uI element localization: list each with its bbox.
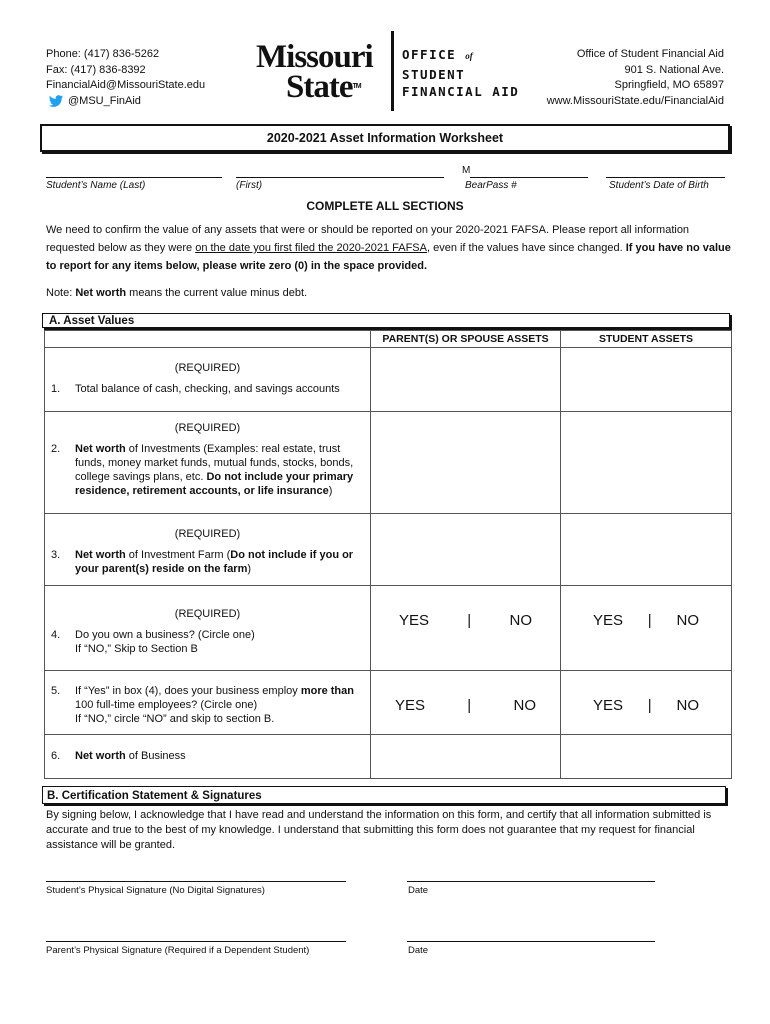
parent-business-yes-no[interactable] xyxy=(371,612,560,629)
section-a-header: A. Asset Values xyxy=(42,313,730,328)
office-line-3: FINANCIAL AID xyxy=(402,84,520,99)
intro-text-1: We need to confirm the value of any assets that were or should be reported on your 2020-2021 FAFSA. Please report all information requested below as they were xyxy=(46,224,690,254)
required-label: (REQUIRED) xyxy=(174,528,241,540)
last-name-field[interactable] xyxy=(46,177,222,178)
parent-employees-yes-no[interactable] xyxy=(371,697,560,714)
item-text: of Investments (Examples: real estate, trust funds, money market funds, mutual funds, stocks, bonds, college savings plans, etc. xyxy=(75,443,354,483)
parent-business-networth-input[interactable] xyxy=(371,735,561,779)
last-name-label: Student’s Name (Last) xyxy=(46,180,146,191)
yes-option[interactable]: YES xyxy=(399,612,430,629)
email-link[interactable]: FinancialAid@MissouriState.edu xyxy=(46,79,206,91)
yes-option[interactable]: YES xyxy=(593,697,624,714)
table-row xyxy=(45,735,732,779)
website-link[interactable]: www.MissouriState.edu/FinancialAid xyxy=(546,94,724,107)
contact-block xyxy=(46,47,205,109)
separator: | xyxy=(647,612,652,629)
parent-date-label: Date xyxy=(408,945,429,956)
bearpass-prefix: M xyxy=(462,165,471,176)
item-text: of Business xyxy=(125,750,186,762)
office-line-2: STUDENT xyxy=(402,66,466,82)
parent-date-line[interactable] xyxy=(407,941,655,942)
fax-text: Fax: (417) 836-8392 xyxy=(46,63,146,76)
office-wordmark xyxy=(402,46,519,101)
item-num: 1. xyxy=(51,383,61,395)
student-date-label: Date xyxy=(408,885,429,896)
no-option[interactable]: NO xyxy=(676,697,699,714)
page-title: 2020-2021 Asset Information Worksheet xyxy=(40,124,730,152)
yes-option[interactable]: YES xyxy=(593,612,624,629)
office-of: of xyxy=(465,51,473,61)
item-text: Total balance of cash, checking, and savings accounts xyxy=(75,383,340,395)
table-row xyxy=(45,671,732,735)
intro-text-2: , even if the values have since changed. xyxy=(426,242,626,254)
intro-bold: If you have no value to report for any items below, please write zero (0) in the space provided. xyxy=(46,242,731,272)
parent-cash-input[interactable] xyxy=(371,348,561,412)
table-row xyxy=(45,412,732,514)
item-text: If “Yes” in box (4), does your business employ xyxy=(75,685,301,697)
item-text: ) xyxy=(247,563,252,575)
note xyxy=(46,287,307,299)
note-rest: means the current value minus debt. xyxy=(126,287,308,299)
item-text: 100 full-time employees? (Circle one) xyxy=(75,699,258,711)
parent-farm-input[interactable] xyxy=(371,514,561,586)
parent-investments-input[interactable] xyxy=(371,412,561,514)
header-divider xyxy=(391,31,394,111)
twitter-bird-icon xyxy=(48,95,64,108)
separator: | xyxy=(467,697,472,714)
required-label: (REQUIRED) xyxy=(174,422,241,434)
item-text: ) xyxy=(328,485,333,497)
item-bold: Net worth xyxy=(75,443,126,455)
intro-underline: on the date you first filed the 2020-2021 FAFSA xyxy=(195,242,427,254)
item-bold: Do not include your primary residence, retirement accounts, or life insurance xyxy=(75,471,354,497)
item-num: 3. xyxy=(51,549,61,561)
required-label: (REQUIRED) xyxy=(174,362,241,374)
item-bold: Net worth xyxy=(75,549,126,561)
no-option[interactable]: NO xyxy=(676,612,699,629)
item-bold: Do not include if you or your parent(s) reside on the farm xyxy=(75,549,354,575)
office-name: Office of Student Financial Aid xyxy=(576,48,724,60)
col-student: STUDENT ASSETS xyxy=(561,331,732,348)
certification-text: By signing below, I acknowledge that I have read and understand the information on this form, and certify that all information submitted is accurate and true to the best of my knowledge. I understand that submitting this form does not guarantee that my request for financial assistance will be granted. xyxy=(46,809,712,851)
table-row xyxy=(45,348,732,412)
office-line-1: OFFICE xyxy=(402,47,457,62)
bearpass-label: BearPass # xyxy=(465,180,517,191)
table-row xyxy=(45,514,732,586)
address-block xyxy=(547,47,724,109)
note-bold: Net worth xyxy=(75,287,127,299)
first-name-field[interactable] xyxy=(236,177,444,178)
separator: | xyxy=(467,612,472,629)
separator: | xyxy=(647,697,652,714)
asset-table xyxy=(44,330,732,779)
missouri-state-logo xyxy=(256,39,392,105)
logo-line-1: Missouri xyxy=(256,39,373,75)
first-name-label: (First) xyxy=(236,180,263,191)
note-prefix: Note: xyxy=(46,287,76,299)
parent-signature-line[interactable] xyxy=(46,941,346,942)
dob-label: Student’s Date of Birth xyxy=(609,180,709,191)
item-num: 5. xyxy=(51,685,61,697)
student-date-line[interactable] xyxy=(407,881,655,882)
item-bold: Net worth xyxy=(75,750,126,762)
student-signature-label: Student’s Physical Signature (No Digital Signatures) xyxy=(46,885,265,896)
intro-paragraph xyxy=(46,221,736,275)
student-business-networth-input[interactable] xyxy=(561,735,732,779)
twitter-handle[interactable]: @MSU_FinAid xyxy=(68,94,141,107)
item-num: 6. xyxy=(51,750,61,762)
complete-all-heading: COMPLETE ALL SECTIONS xyxy=(306,199,464,213)
phone-text: Phone: (417) 836-5262 xyxy=(46,48,160,60)
col-parent: PARENT(S) OR SPOUSE ASSETS xyxy=(371,331,561,348)
item-num: 2. xyxy=(51,443,61,455)
yes-option[interactable]: YES xyxy=(395,697,426,714)
section-b-header: B. Certification Statement & Signatures xyxy=(42,786,726,804)
item-text: Do you own a business? (Circle one) xyxy=(75,629,255,641)
city: Springfield, MO 65897 xyxy=(614,79,724,91)
no-option[interactable]: NO xyxy=(513,697,536,714)
item-bold: more than xyxy=(300,685,354,697)
street: 901 S. National Ave. xyxy=(624,63,724,76)
dob-field[interactable] xyxy=(606,177,725,178)
parent-signature-label: Parent’s Physical Signature (Required if a Dependent Student) xyxy=(46,945,310,956)
col-blank xyxy=(45,331,371,348)
table-row xyxy=(45,586,732,671)
logo-tm: TM xyxy=(352,83,361,90)
student-cash-input[interactable] xyxy=(561,348,732,412)
item-text: If “NO,” circle “NO” and skip to section B. xyxy=(75,713,275,725)
item-text: If “NO,” Skip to Section B xyxy=(75,643,198,655)
no-option[interactable]: NO xyxy=(509,612,532,629)
required-label: (REQUIRED) xyxy=(174,608,241,620)
student-farm-input[interactable] xyxy=(561,514,732,586)
student-signature-line[interactable] xyxy=(46,881,346,882)
student-investments-input[interactable] xyxy=(561,412,732,514)
bearpass-field[interactable] xyxy=(470,177,588,178)
logo-line-2: State xyxy=(286,69,353,105)
student-employees-yes-no[interactable] xyxy=(561,697,731,714)
item-text: of Investment Farm ( xyxy=(125,549,231,561)
item-num: 4. xyxy=(51,629,61,641)
student-business-yes-no[interactable] xyxy=(561,612,731,629)
